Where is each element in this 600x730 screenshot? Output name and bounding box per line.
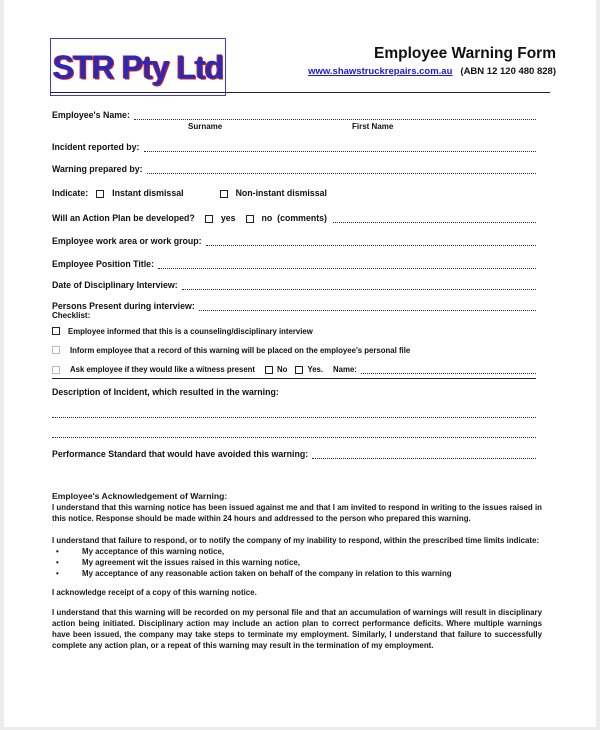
bullet-text: My acceptance of this warning notice, [82,546,225,556]
header-subline [308,66,556,77]
checklist-item [52,327,313,336]
bullet: • [56,558,59,568]
document-page [4,0,596,727]
acknowledgement-section [52,491,542,651]
acknowledgement-paragraph: I understand that failure to respond, or to notify the company of my inability to respond, within the prescribed time limits indicate: [52,535,540,545]
checklist-label: Ask employee if they would like a witness present [70,365,256,374]
checklist-label: Employee informed that this is a counseling/disciplinary interview [68,327,313,336]
dotted-line[interactable] [199,302,536,311]
dotted-line[interactable] [144,143,537,152]
field-label: Name: [333,365,357,374]
bullet: • [56,569,59,579]
acknowledgement-title: Employee's Acknowledgement of Warning: [52,491,228,501]
checkbox-label: no (comments) [261,213,327,223]
acknowledgement-paragraph: I understand that this warning will be recorded on my personal file and that an accumulation of warnings will result in disciplinary action being initiated. Disciplinary action may include an action plan to correct performance deficits. Where multiple warnings have been issued, the company may take steps to terminate my employment. Similarly, I understand that failure to successfully complete any action plan, or a repeat of this warning may result in the termination of my employment. [52,607,542,651]
field-label: Performance Standard that would have avoided this warning: [52,449,309,459]
field-label: Employee work area or work group: [52,236,202,246]
description-label [52,385,536,397]
checklist-item [52,362,536,374]
website-link[interactable]: www.shawstruckrepairs.com.au [308,66,453,77]
incident-reported-by-field[interactable] [52,140,536,152]
position-title-field[interactable] [52,257,536,269]
witness-yes-checkbox[interactable] [295,366,303,374]
checklist-title: Checklist: [52,311,91,320]
bullet: • [56,546,59,556]
logo-text: STR Pty Ltd [52,47,224,86]
section-divider [52,378,536,379]
instant-dismissal-checkbox[interactable] [96,190,104,198]
checklist-item [52,346,410,355]
dotted-line[interactable] [158,260,536,269]
action-plan-yes-checkbox[interactable] [205,215,213,223]
comments-line[interactable] [333,214,536,223]
field-label: Date of Disciplinary Interview: [52,280,178,290]
field-label: Employee Position Title: [52,259,154,269]
employee-name-field[interactable] [52,108,536,120]
persons-present-field[interactable] [52,299,536,311]
surname-caption: Surname [188,122,223,131]
dotted-line[interactable] [52,429,536,438]
checkbox-label: Instant dismissal [112,188,184,198]
header-divider [50,92,550,93]
abn: (ABN 12 120 480 828) [460,66,556,77]
action-plan-row [52,211,536,223]
company-logo [50,38,226,96]
bullet-text: My agreement wit the issues raised in this warning notice, [82,558,300,568]
dotted-line[interactable] [52,409,536,418]
bullet-item [52,557,542,568]
checkbox-label: Non-instant dismissal [235,188,327,198]
description-line[interactable] [52,426,536,438]
performance-standard-field[interactable] [52,447,536,459]
dotted-line[interactable] [182,281,536,290]
field-label: Indicate: [52,188,89,198]
dotted-line[interactable] [147,165,536,174]
field-label: Will an Action Plan be developed? [52,213,195,223]
dotted-line[interactable] [206,237,536,246]
field-label: Warning prepared by: [52,164,143,174]
description-line[interactable] [52,406,536,418]
acknowledgement-paragraph: I acknowledge receipt of a copy of this warning notice. [52,588,257,598]
warning-prepared-by-field[interactable] [52,162,536,174]
field-label: Description of Incident, which resulted in the warning: [52,387,279,397]
checklist-checkbox[interactable] [52,346,60,354]
witness-name-line[interactable] [361,365,536,374]
form-title: Employee Warning Form [373,45,556,62]
first-name-caption: First Name [352,122,394,131]
checklist-label: Inform employee that a record of this warning will be placed on the employee's personal file [70,346,411,355]
acknowledgement-paragraph: I understand that this warning notice has been issued against me and that I am invited to respond in writing to the issues raised in this notice. Response should be made within 24 hours and addressed to the person who prepared this warning. [52,503,542,524]
dotted-line[interactable] [312,450,536,459]
dotted-line[interactable] [134,111,536,120]
checklist-checkbox[interactable] [52,366,60,374]
checkbox-label: Yes. [307,365,324,374]
field-label: Incident reported by: [52,142,140,152]
checklist-checkbox[interactable] [52,327,60,335]
field-label: Employee's Name: [52,110,130,120]
indicate-row [52,186,536,198]
bullet-item [52,546,542,557]
work-area-field[interactable] [52,234,536,246]
bullet-text: My acceptance of any reasonable action taken on behalf of the company in relation to this warning [82,569,452,579]
witness-no-checkbox[interactable] [265,366,273,374]
action-plan-no-checkbox[interactable] [246,215,254,223]
interview-date-field[interactable] [52,278,536,290]
bullet-item [52,568,542,579]
checkbox-label: yes [220,213,236,223]
non-instant-dismissal-checkbox[interactable] [220,190,228,198]
field-label: Persons Present during interview: [52,301,195,311]
checkbox-label: No [277,365,288,374]
